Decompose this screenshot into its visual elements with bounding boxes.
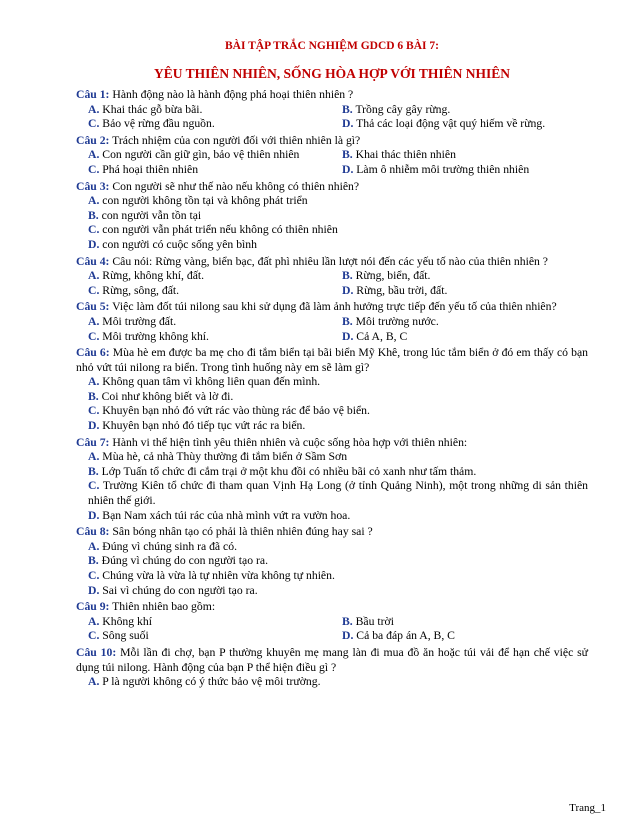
option-a: A. Con người cần giữ gìn, bảo vệ thiên nhiên — [88, 148, 300, 162]
question-text: Trách nhiệm của con người đối với thiên nhiên là gì? — [112, 133, 361, 147]
option-d: D. Rừng, bầu trời, đất. — [342, 283, 448, 297]
question-label: Câu 3: — [76, 179, 110, 193]
option-a: A. Đúng vì chúng sinh ra đã có. — [88, 539, 237, 553]
option-b: B. Lớp Tuấn tổ chức đi cắm trại ở một khu đồi có nhiều bãi cỏ xanh như tấm thảm. — [88, 464, 477, 478]
question-label: Câu 9: — [76, 600, 110, 614]
question-9 — [76, 600, 588, 615]
option-c: C. Phá hoại thiên nhiên — [88, 162, 199, 176]
option-b: B. Bầu trời — [342, 614, 394, 628]
question-6 — [76, 346, 588, 375]
option-d: D. con người có cuộc sống yên bình — [88, 237, 257, 251]
question-label: Câu 1: — [76, 88, 110, 101]
option-b: B. Trồng cây gây rừng. — [342, 102, 451, 116]
document-page — [76, 40, 588, 690]
option-a: A. P là người không có ý thức bảo vệ môi trường. — [88, 675, 321, 689]
question-text: Mùa hè em được ba mẹ cho đi tắm biển tại bãi biển Mỹ Khê, trong lúc tắm biển ở đó em thấy có bạn nhỏ vứt túi nilong ra biển. Trong tình huống này em sẽ làm gì? — [76, 346, 589, 374]
option-a: A. Không khí — [88, 614, 152, 628]
question-label: Câu 7: — [76, 435, 110, 449]
document-subtitle: YÊU THIÊN NHIÊN, SỐNG HÒA HỢP VỚI THIÊN NHIÊN — [154, 66, 510, 81]
question-label: Câu 10: — [76, 645, 117, 659]
option-d: D. Khuyên bạn nhỏ đó tiếp tục vứt rác ra biển. — [88, 419, 306, 433]
document-title: BÀI TẬP TRẮC NGHIỆM GDCD 6 BÀI 7: — [225, 40, 439, 52]
option-a: A. con người không tồn tại và không phát triển — [88, 194, 308, 208]
option-c: C. Trường Kiên tổ chức đi tham quan Vịnh Hạ Long (ở tỉnh Quảng Ninh), một trong những di sản thiên nhiên thế giới. — [88, 479, 588, 508]
option-a: A. Mùa hè, cả nhà Thùy thường đi tắm biển ở Sầm Sơn — [88, 450, 348, 464]
option-b: B. con người vẫn tồn tại — [88, 208, 202, 222]
option-c: C. Khuyên bạn nhỏ đó vứt rác vào thùng rác để bảo vệ biển. — [88, 404, 370, 418]
question-5 — [76, 300, 588, 315]
question-3 — [76, 180, 588, 195]
option-a: A. Môi trường đất. — [88, 314, 177, 328]
question-text: Sân bóng nhân tạo có phải là thiên nhiên đúng hay sai ? — [112, 525, 373, 539]
option-b: B. Môi trường nước. — [342, 314, 439, 328]
question-2 — [76, 134, 588, 149]
question-text: Con người sẽ như thế nào nếu không có thiên nhiên? — [112, 179, 360, 193]
options-1 — [76, 103, 588, 132]
option-b: B. Khai thác thiên nhiên — [342, 148, 456, 162]
question-8 — [76, 525, 588, 540]
question-text: Hành vi thể hiện tình yêu thiên nhiên và cuộc sống hòa hợp với thiên nhiên: — [112, 435, 468, 449]
question-text: Mỗi lần đi chợ, bạn P thường khuyên mẹ mang làn đi mua đồ ăn hoặc túi vải để hạn chế việc sử dụng túi nilong. Hành động của bạn P thể hiện điều gì ? — [76, 645, 589, 674]
page-number: Trang_1 — [569, 802, 606, 814]
question-10 — [76, 646, 588, 675]
question-label: Câu 5: — [76, 300, 110, 314]
options-2 — [76, 148, 588, 177]
option-c: C. Môi trường không khí. — [88, 329, 209, 343]
option-d: D. Làm ô nhiễm môi trường thiên nhiên — [342, 162, 530, 176]
option-d: D. Cả ba đáp án A, B, C — [342, 629, 455, 643]
option-d: D. Bạn Nam xách túi rác của nhà mình vứt ra vườn hoa. — [88, 508, 351, 522]
option-c: C. Chúng vừa là vừa là tự nhiên vừa không tự nhiên. — [88, 569, 335, 582]
question-label: Câu 4: — [76, 254, 110, 268]
option-a: A. Rừng, không khí, đất. — [88, 269, 205, 283]
question-label: Câu 6: — [76, 346, 110, 360]
question-text: Việc làm đốt túi nilong sau khi sử dụng đã làm ảnh hưởng trực tiếp đến yếu tố của thiên nhiên? — [112, 300, 557, 314]
option-a: A. Không quan tâm vì không liên quan đến mình. — [88, 375, 321, 389]
option-b: B. Đúng vì chúng do con người tạo ra. — [88, 554, 269, 568]
question-7 — [76, 436, 588, 451]
question-text: Hành động nào là hành động phá hoại thiên nhiên ? — [112, 88, 354, 101]
option-b: B. Rừng, biển, đất. — [342, 269, 431, 283]
options-4 — [76, 269, 588, 298]
question-label: Câu 8: — [76, 525, 110, 539]
option-c: C. con người vẫn phát triển nếu không có thiên nhiên — [88, 223, 338, 237]
option-c: C. Bảo vệ rừng đầu nguồn. — [88, 117, 215, 131]
options-5 — [76, 315, 588, 344]
option-c: C. Rừng, sông, đất. — [88, 283, 180, 297]
option-d: D. Sai vì chúng do con người tạo ra. — [88, 583, 258, 597]
option-d: D. Thả các loại động vật quý hiếm về rừng. — [342, 117, 546, 131]
question-1 — [76, 88, 588, 103]
question-4 — [76, 255, 588, 270]
question-text: Câu nói: Rừng vàng, biển bạc, đất phì nhiêu lần lượt nói đến các yếu tố nào của thiên nhiên ? — [112, 254, 548, 268]
option-c: C. Sông suối — [88, 629, 149, 643]
question-text: Thiên nhiên bao gồm: — [112, 600, 216, 614]
option-b: B. Coi như không biết và lờ đi. — [88, 389, 234, 403]
option-d: D. Cả A, B, C — [342, 329, 408, 343]
option-a: A. Khai thác gỗ bừa bãi. — [88, 102, 203, 116]
options-9 — [76, 615, 588, 644]
question-label: Câu 2: — [76, 133, 110, 147]
